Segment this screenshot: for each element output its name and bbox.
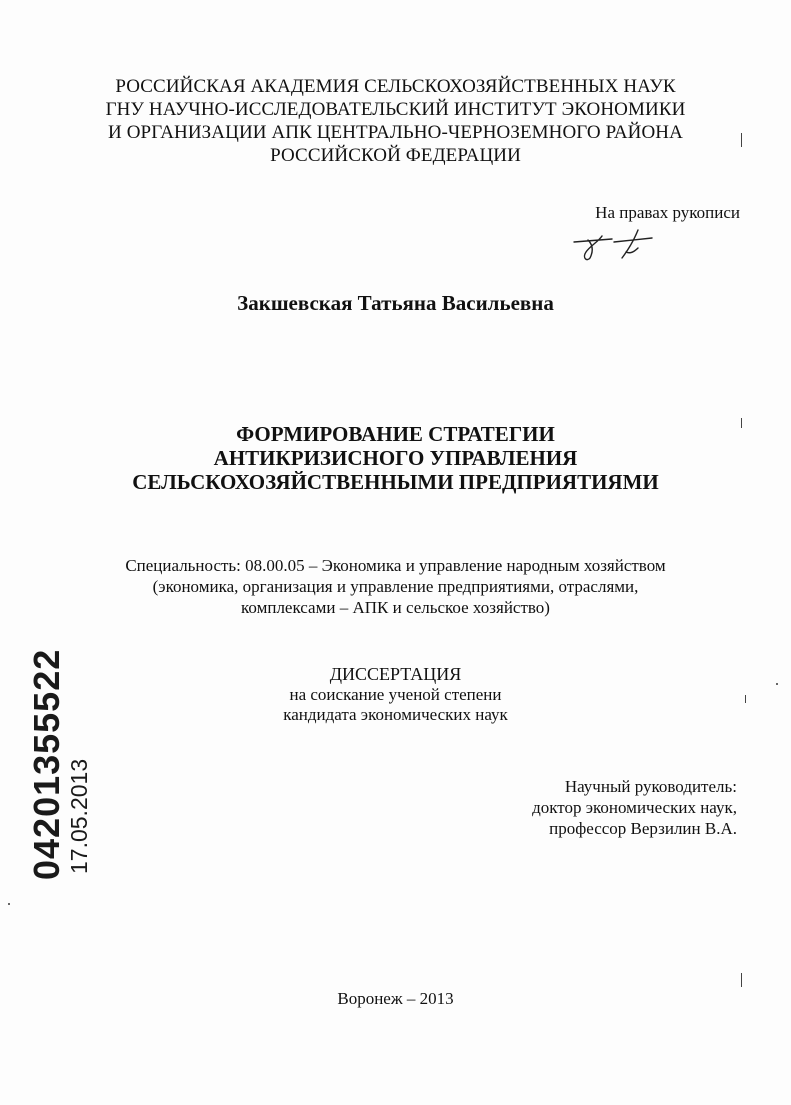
- author-name: Закшевская Татьяна Васильевна: [237, 291, 554, 315]
- dissertation-heading: ДИССЕРТАЦИЯ: [329, 664, 462, 684]
- library-stamp: [28, 649, 92, 880]
- scan-mark: [741, 418, 742, 428]
- institution-line-3: И ОРГАНИЗАЦИИ АПК ЦЕНТРАЛЬНО-ЧЕРНОЗЕМНОГО РАЙОНА: [108, 122, 683, 143]
- advisor-line-1: Научный руководитель:: [564, 777, 737, 796]
- advisor-line-3: профессор Верзилин В.А.: [549, 819, 737, 838]
- title-line-2: АНТИКРИЗИСНОГО УПРАВЛЕНИЯ: [213, 446, 578, 470]
- stamp-number: 04201355522: [26, 648, 67, 880]
- city-year: Воронеж – 2013: [337, 989, 454, 1008]
- specialty-line-2: (экономика, организация и управление предприятиями, отраслями,: [152, 577, 639, 596]
- scan-mark: [745, 695, 746, 703]
- degree-line-2: кандидата экономических наук: [283, 705, 508, 724]
- institution-line-1: РОССИЙСКАЯ АКАДЕМИЯ СЕЛЬСКОХОЗЯЙСТВЕННЫХ НАУК: [115, 76, 676, 97]
- scan-mark: [741, 133, 742, 147]
- stamp-date: 17.05.2013: [66, 758, 92, 874]
- title-line-3: СЕЛЬСКОХОЗЯЙСТВЕННЫМИ ПРЕДПРИЯТИЯМИ: [132, 470, 659, 494]
- scan-dot: [776, 683, 778, 685]
- specialty-line-3: комплексами – АПК и сельское хозяйство): [241, 598, 550, 617]
- title-line-1: ФОРМИРОВАНИЕ СТРАТЕГИИ: [236, 422, 555, 446]
- institution-line-2: ГНУ НАУЧНО-ИССЛЕДОВАТЕЛЬСКИЙ ИНСТИТУТ ЭКОНОМИКИ: [105, 99, 686, 120]
- signature-icon: [568, 222, 658, 264]
- advisor-line-2: доктор экономических наук,: [532, 798, 737, 817]
- manuscript-rights-note: На правах рукописи: [595, 203, 740, 222]
- institution-line-4: РОССИЙСКОЙ ФЕДЕРАЦИИ: [270, 145, 521, 166]
- scan-dot: [8, 903, 10, 905]
- specialty-line-1: Специальность: 08.00.05 – Экономика и управление народным хозяйством: [125, 556, 666, 575]
- degree-line-1: на соискание ученой степени: [289, 685, 502, 704]
- scan-mark: [741, 973, 742, 987]
